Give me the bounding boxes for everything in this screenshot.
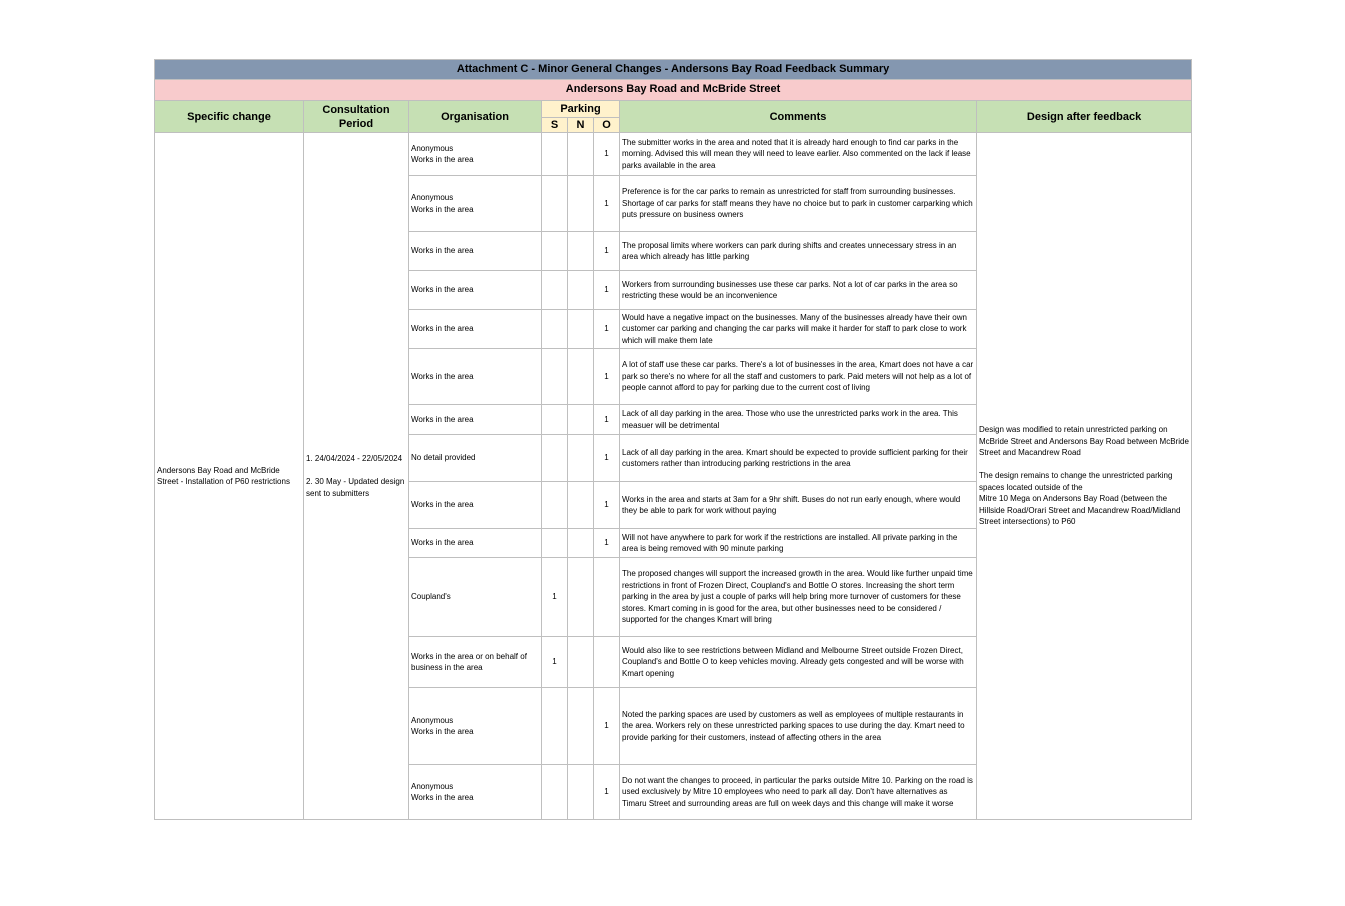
parking-n-cell xyxy=(568,435,594,482)
organisation-cell: Works in the area or on behalf of business in the area xyxy=(409,637,542,688)
parking-n-cell xyxy=(568,349,594,405)
parking-n-cell xyxy=(568,232,594,271)
parking-o-cell: 1 xyxy=(594,529,620,558)
organisation-cell: No detail provided xyxy=(409,435,542,482)
parking-n-cell xyxy=(568,765,594,820)
organisation-cell: Works in the area xyxy=(409,310,542,349)
header-o: O xyxy=(594,118,620,133)
organisation-cell: Anonymous Works in the area xyxy=(409,765,542,820)
parking-n-cell xyxy=(568,688,594,765)
comment-cell: Workers from surrounding businesses use these car parks. Not a lot of car parks in the area so restricting these would be an inconvenience xyxy=(620,271,977,310)
parking-n-cell xyxy=(568,558,594,637)
parking-o-cell: 1 xyxy=(594,349,620,405)
comment-cell: Would have a negative impact on the businesses. Many of the businesses already have their own customer car parking and changing the car parks will make it harder for staff to park close to work which will make them late xyxy=(620,310,977,349)
parking-o-cell xyxy=(594,558,620,637)
feedback-rows xyxy=(155,133,1192,820)
organisation-cell: Works in the area xyxy=(409,529,542,558)
design-after-feedback-cell: Design was modified to retain unrestricted parking on McBride Street and Andersons Bay Road between McBride Street and Macandrew Road The design remains to change the unrestricted parking spaces located outside of the Mitre 10 Mega on Andersons Bay Road (between the Hillside Road/Orari Street and Macandrew Road/Midland Street intersections) to P60 xyxy=(977,133,1192,820)
header-specific-change: Specific change xyxy=(155,101,304,133)
parking-n-cell xyxy=(568,310,594,349)
parking-o-cell: 1 xyxy=(594,271,620,310)
parking-s-cell xyxy=(542,232,568,271)
organisation-cell: Works in the area xyxy=(409,405,542,435)
comment-cell: The submitter works in the area and noted that it is already hard enough to find car parks in the morning. Advised this will mean they will need to leave earlier. Also commented on the lack if lease parks available in the area xyxy=(620,133,977,176)
comment-cell: Preference is for the car parks to remain as unrestricted for staff from surrounding businesses. Shortage of car parks for staff means they have no choice but to park in customer carparking which puts pressure on business owners xyxy=(620,176,977,232)
comment-cell: Works in the area and starts at 3am for a 9hr shift. Buses do not run early enough, where would they be able to park for work without paying xyxy=(620,482,977,529)
comment-cell: A lot of staff use these car parks. There's a lot of businesses in the area, Kmart does not have a car park so there's no where for all the staff and customers to park. Paid meters will not help as a lot of people cannot afford to pay for parking due to the current cost of living xyxy=(620,349,977,405)
comment-cell: Lack of all day parking in the area. Those who use the unrestricted parks work in the area. This measuer will be detrimental xyxy=(620,405,977,435)
parking-n-cell xyxy=(568,133,594,176)
parking-s-cell xyxy=(542,405,568,435)
organisation-cell: Anonymous Works in the area xyxy=(409,176,542,232)
comment-cell: The proposed changes will support the increased growth in the area. Would like further unpaid time restrictions in front of Frozen Direct, Coupland's and Bottle O stores. Increasing the short term parking in the area by just a couple of parks will help bring more turnover of customers for these stores. Kmart coming in is good for the area, but other businesses need to be considered / supported for the changes Kmart will bring xyxy=(620,558,977,637)
organisation-cell: Works in the area xyxy=(409,349,542,405)
parking-s-cell xyxy=(542,310,568,349)
parking-s-cell xyxy=(542,688,568,765)
parking-s-cell xyxy=(542,435,568,482)
parking-o-cell: 1 xyxy=(594,435,620,482)
feedback-summary-table xyxy=(154,59,1192,820)
organisation-cell: Works in the area xyxy=(409,271,542,310)
comment-cell: Will not have anywhere to park for work if the restrictions are installed. All private parking in the area is being removed with 90 minute parking xyxy=(620,529,977,558)
consultation-period-cell: 1. 24/04/2024 - 22/05/2024 2. 30 May - Updated design sent to submitters xyxy=(304,133,409,820)
header-consultation-period: Consultation Period xyxy=(304,101,409,133)
header-s: S xyxy=(542,118,568,133)
parking-s-cell xyxy=(542,176,568,232)
organisation-cell: Anonymous Works in the area xyxy=(409,133,542,176)
parking-o-cell: 1 xyxy=(594,133,620,176)
parking-n-cell xyxy=(568,637,594,688)
parking-n-cell xyxy=(568,271,594,310)
parking-o-cell: 1 xyxy=(594,310,620,349)
comment-cell: Noted the parking spaces are used by customers as well as employees of multiple restaurants in the area. Workers rely on these unrestricted parking spaces to use during the day. Kmart need to provide parking for their customers, instead of affecting others in the area xyxy=(620,688,977,765)
sheet-title: Attachment C - Minor General Changes - Andersons Bay Road Feedback Summary xyxy=(155,60,1192,80)
parking-s-cell xyxy=(542,765,568,820)
parking-s-cell xyxy=(542,271,568,310)
organisation-cell: Coupland's xyxy=(409,558,542,637)
comment-cell: Would also like to see restrictions between Midland and Melbourne Street outside Frozen Direct, Coupland's and Bottle O to keep vehicles moving. Already gets congested and will be worse with Kmart opening xyxy=(620,637,977,688)
parking-o-cell: 1 xyxy=(594,482,620,529)
parking-o-cell: 1 xyxy=(594,176,620,232)
parking-o-cell: 1 xyxy=(594,688,620,765)
comment-cell: Lack of all day parking in the area. Kmart should be expected to provide sufficient parking for their customers rather than introducing parking restrictions in the area xyxy=(620,435,977,482)
parking-n-cell xyxy=(568,405,594,435)
header-design-after-feedback: Design after feedback xyxy=(977,101,1192,133)
comment-cell: The proposal limits where workers can park during shifts and creates unnecessary stress in an area which already has little parking xyxy=(620,232,977,271)
organisation-cell: Works in the area xyxy=(409,482,542,529)
header-organisation: Organisation xyxy=(409,101,542,133)
parking-n-cell xyxy=(568,529,594,558)
parking-s-cell xyxy=(542,482,568,529)
header-comments: Comments xyxy=(620,101,977,133)
parking-o-cell xyxy=(594,637,620,688)
parking-s-cell: 1 xyxy=(542,637,568,688)
parking-s-cell: 1 xyxy=(542,558,568,637)
parking-o-cell: 1 xyxy=(594,405,620,435)
specific-change-cell: Andersons Bay Road and McBride Street - Installation of P60 restrictions xyxy=(155,133,304,820)
parking-n-cell xyxy=(568,176,594,232)
organisation-cell: Anonymous Works in the area xyxy=(409,688,542,765)
header-parking: Parking xyxy=(542,101,620,118)
parking-s-cell xyxy=(542,133,568,176)
parking-o-cell: 1 xyxy=(594,232,620,271)
organisation-cell: Works in the area xyxy=(409,232,542,271)
comment-cell: Do not want the changes to proceed, in particular the parks outside Mitre 10. Parking on the road is used exclusively by Mitre 10 employees who need to park all day. Don't have alternatives as Timaru Street and surrounding areas are full on week days and this change will make it worse xyxy=(620,765,977,820)
header-n: N xyxy=(568,118,594,133)
table-row xyxy=(155,133,1192,176)
parking-o-cell: 1 xyxy=(594,765,620,820)
parking-s-cell xyxy=(542,349,568,405)
section-subtitle: Andersons Bay Road and McBride Street xyxy=(155,80,1192,101)
parking-s-cell xyxy=(542,529,568,558)
parking-n-cell xyxy=(568,482,594,529)
